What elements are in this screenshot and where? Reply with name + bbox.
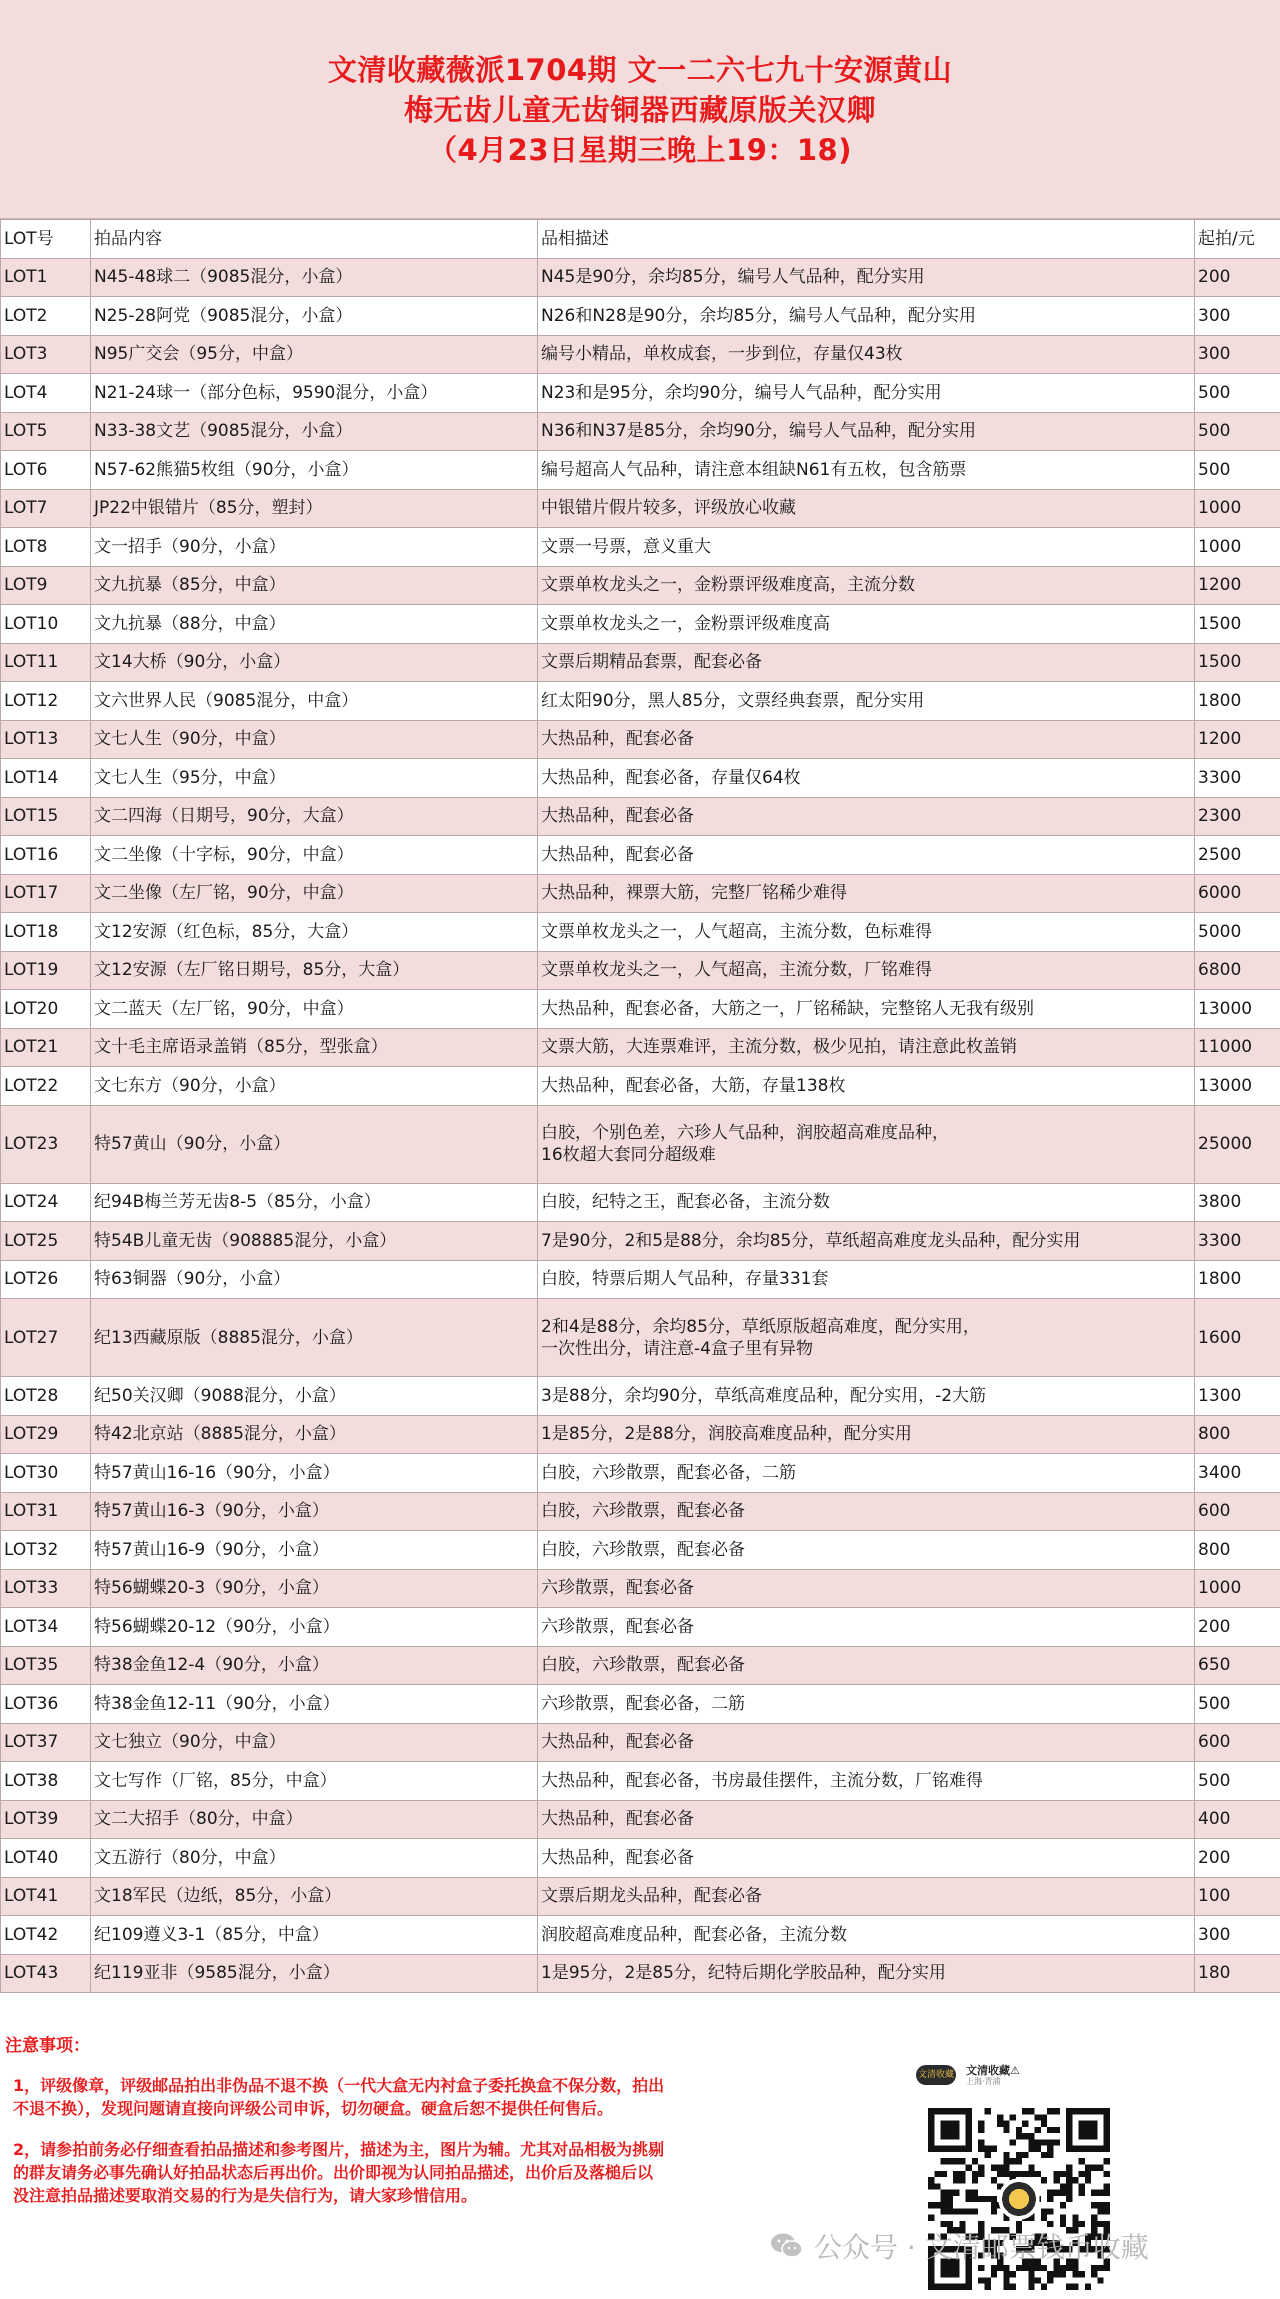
lot-content-cell: 文二蓝天（左厂铭，90分，中盒） bbox=[91, 990, 538, 1029]
lot-desc-cell: 白胶，六珍散票，配套必备，二筋 bbox=[538, 1454, 1195, 1493]
lot-desc-cell bbox=[538, 1299, 1195, 1377]
table-header-row bbox=[1, 220, 1280, 259]
table-row bbox=[1, 297, 1280, 336]
lot-number-cell: LOT14 bbox=[1, 759, 91, 798]
table-row bbox=[1, 1916, 1280, 1955]
lot-number-cell: LOT28 bbox=[1, 1377, 91, 1416]
lot-content-cell: 文二四海（日期号，90分，大盒） bbox=[91, 797, 538, 836]
lot-desc-cell: 文票单枚龙头之一，金粉票评级难度高 bbox=[538, 605, 1195, 644]
lot-desc-cell-line-1: 2和4是88分，余均85分，草纸原版超高难度，配分实用， bbox=[541, 1316, 980, 1337]
lot-price-cell: 3300 bbox=[1195, 1222, 1280, 1261]
lot-content-cell: 纪13西藏原版（8885混分，小盒） bbox=[91, 1299, 538, 1377]
lot-price-cell: 1500 bbox=[1195, 643, 1280, 682]
title-line-3: （4月23日星期三晚上19：18) bbox=[427, 133, 852, 167]
lot-number-cell: LOT20 bbox=[1, 990, 91, 1029]
lot-content-cell: 特56蝴蝶20-3（90分，小盒） bbox=[91, 1569, 538, 1608]
table-row bbox=[1, 1105, 1280, 1183]
lot-table bbox=[0, 219, 1280, 1993]
table-row bbox=[1, 1608, 1280, 1647]
lot-content-cell: N45-48球二（9085混分，小盒） bbox=[91, 258, 538, 297]
lot-price-cell: 800 bbox=[1195, 1415, 1280, 1454]
lot-price-cell: 500 bbox=[1195, 412, 1280, 451]
lot-desc-cell: 大热品种，配套必备，书房最佳摆件，主流分数，厂铭难得 bbox=[538, 1762, 1195, 1801]
lot-price-cell: 500 bbox=[1195, 1685, 1280, 1724]
lot-desc-cell: 1是85分，2是88分，润胶高难度品种，配分实用 bbox=[538, 1415, 1195, 1454]
lot-desc-cell: 中银错片假片较多，评级放心收藏 bbox=[538, 489, 1195, 528]
lot-content-cell: 文六世界人民（9085混分，中盒） bbox=[91, 682, 538, 721]
header-lot: LOT号 bbox=[1, 220, 91, 259]
lot-price-cell: 500 bbox=[1195, 1762, 1280, 1801]
lot-desc-cell: 润胶超高难度品种，配套必备，主流分数 bbox=[538, 1916, 1195, 1955]
lot-desc-cell: 文票单枚龙头之一，金粉票评级难度高，主流分数 bbox=[538, 566, 1195, 605]
table-row bbox=[1, 605, 1280, 644]
table-row bbox=[1, 1492, 1280, 1531]
lot-number-cell: LOT34 bbox=[1, 1608, 91, 1647]
lot-number-cell: LOT5 bbox=[1, 412, 91, 451]
lot-number-cell: LOT23 bbox=[1, 1105, 91, 1183]
lot-content-cell: 文12安源（红色标，85分，大盒） bbox=[91, 913, 538, 952]
lot-price-cell: 100 bbox=[1195, 1877, 1280, 1916]
lot-desc-cell: 7是90分，2和5是88分，余均85分，草纸超高难度龙头品种，配分实用 bbox=[538, 1222, 1195, 1261]
lot-content-cell: N21-24球一（部分色标，9590混分，小盒） bbox=[91, 374, 538, 413]
lot-number-cell: LOT29 bbox=[1, 1415, 91, 1454]
lot-number-cell: LOT15 bbox=[1, 797, 91, 836]
lot-price-cell: 600 bbox=[1195, 1723, 1280, 1762]
lot-price-cell: 1000 bbox=[1195, 489, 1280, 528]
table-row bbox=[1, 1723, 1280, 1762]
table-row bbox=[1, 759, 1280, 798]
lot-content-cell: 文二大招手（80分，中盒） bbox=[91, 1800, 538, 1839]
table-row bbox=[1, 951, 1280, 990]
lot-content-cell: 特38金鱼12-11（90分，小盒） bbox=[91, 1685, 538, 1724]
lot-desc-cell-line-1: 白胶，个别色差，六珍人气品种，润胶超高难度品种， bbox=[541, 1123, 949, 1143]
lot-content-cell: 文七人生（90分，中盒） bbox=[91, 720, 538, 759]
table-row bbox=[1, 797, 1280, 836]
lot-content-cell: 文七东方（90分，小盒） bbox=[91, 1067, 538, 1106]
table-row bbox=[1, 451, 1280, 490]
lot-price-cell: 1000 bbox=[1195, 1569, 1280, 1608]
lot-number-cell: LOT4 bbox=[1, 374, 91, 413]
lot-content-cell: 特42北京站（8885混分，小盒） bbox=[91, 1415, 538, 1454]
note-2 bbox=[5, 2138, 763, 2207]
lot-desc-cell: 文票后期龙头品种，配套必备 bbox=[538, 1877, 1195, 1916]
lot-desc-cell: 文票一号票，意义重大 bbox=[538, 528, 1195, 567]
lot-content-cell: 文七写作（厂铭，85分，中盒） bbox=[91, 1762, 538, 1801]
table-row bbox=[1, 874, 1280, 913]
lot-price-cell: 13000 bbox=[1195, 990, 1280, 1029]
lot-content-cell: 文一招手（90分，小盒） bbox=[91, 528, 538, 567]
lot-number-cell: LOT37 bbox=[1, 1723, 91, 1762]
table-row bbox=[1, 1299, 1280, 1377]
lot-content-cell: 文七人生（95分，中盒） bbox=[91, 759, 538, 798]
lot-number-cell: LOT10 bbox=[1, 605, 91, 644]
lot-price-cell: 1200 bbox=[1195, 720, 1280, 759]
lot-desc-cell: N45是90分，余均85分，编号人气品种，配分实用 bbox=[538, 258, 1195, 297]
lot-desc-cell: 文票单枚龙头之一，人气超高，主流分数，色标难得 bbox=[538, 913, 1195, 952]
table-row bbox=[1, 1454, 1280, 1493]
title-line-1: 文清收藏薇派1704期 文一二六七九十安源黄山 bbox=[327, 53, 953, 87]
lot-desc-cell: 大热品种，配套必备 bbox=[538, 720, 1195, 759]
wechat-watermark bbox=[770, 2226, 1149, 2266]
lot-price-cell: 3300 bbox=[1195, 759, 1280, 798]
lot-table-body bbox=[1, 258, 1280, 1993]
lot-content-cell: 特57黄山16-3（90分，小盒） bbox=[91, 1492, 538, 1531]
lot-desc-cell: 白胶，六珍散票，配套必备 bbox=[538, 1531, 1195, 1570]
lot-desc-cell bbox=[538, 1105, 1195, 1183]
lot-number-cell: LOT17 bbox=[1, 874, 91, 913]
lot-content-cell: 特57黄山（90分，小盒） bbox=[91, 1105, 538, 1183]
table-row bbox=[1, 335, 1280, 374]
table-row bbox=[1, 682, 1280, 721]
lot-number-cell: LOT21 bbox=[1, 1028, 91, 1067]
lot-desc-cell: 六珍散票，配套必备 bbox=[538, 1569, 1195, 1608]
lot-number-cell: LOT12 bbox=[1, 682, 91, 721]
lot-content-cell: 特57黄山16-9（90分，小盒） bbox=[91, 1531, 538, 1570]
lot-price-cell: 2300 bbox=[1195, 797, 1280, 836]
lot-number-cell: LOT42 bbox=[1, 1916, 91, 1955]
lot-price-cell: 200 bbox=[1195, 1608, 1280, 1647]
lot-desc-cell: 文票后期精品套票，配套必备 bbox=[538, 643, 1195, 682]
lot-price-cell: 200 bbox=[1195, 258, 1280, 297]
watermark-text: 公众号 · 文清邮票钱币收藏 bbox=[814, 2231, 1149, 2264]
lot-price-cell: 1300 bbox=[1195, 1377, 1280, 1416]
brand-sub: 上海·青浦 bbox=[966, 2077, 1001, 2086]
lot-number-cell: LOT6 bbox=[1, 451, 91, 490]
lot-content-cell: 纪50关汉卿（9088混分，小盒） bbox=[91, 1377, 538, 1416]
table-row bbox=[1, 1685, 1280, 1724]
lot-desc-cell-line-2: 一次性出分，请注意-4盒子里有异物 bbox=[541, 1338, 813, 1359]
lot-price-cell: 1800 bbox=[1195, 682, 1280, 721]
lot-number-cell: LOT25 bbox=[1, 1222, 91, 1261]
note-1-line-2: 不退不换），发现问题请直接向评级公司申诉，切勿硬盒。硬盒后恕不提供任何售后。 bbox=[13, 2099, 614, 2118]
table-row bbox=[1, 258, 1280, 297]
lot-number-cell: LOT36 bbox=[1, 1685, 91, 1724]
lot-price-cell: 200 bbox=[1195, 1839, 1280, 1878]
lot-desc-cell-line-2: 16枚超大套同分超级难 bbox=[541, 1145, 716, 1165]
lot-content-cell: N33-38文艺（9085混分，小盒） bbox=[91, 412, 538, 451]
table-row bbox=[1, 412, 1280, 451]
lot-desc-cell: 大热品种，配套必备 bbox=[538, 1800, 1195, 1839]
lot-number-cell: LOT41 bbox=[1, 1877, 91, 1916]
lot-desc-cell: 六珍散票，配套必备，二筋 bbox=[538, 1685, 1195, 1724]
table-row bbox=[1, 1762, 1280, 1801]
lot-number-cell: LOT8 bbox=[1, 528, 91, 567]
table-row bbox=[1, 836, 1280, 875]
table-row bbox=[1, 643, 1280, 682]
lot-desc-cell: 编号超高人气品种，请注意本组缺N61有五枚，包含筋票 bbox=[538, 451, 1195, 490]
lot-content-cell: 文12安源（左厂铭日期号，85分，大盒） bbox=[91, 951, 538, 990]
lot-price-cell: 2500 bbox=[1195, 836, 1280, 875]
lot-price-cell: 1200 bbox=[1195, 566, 1280, 605]
lot-number-cell: LOT7 bbox=[1, 489, 91, 528]
brand-logo: 文清收藏 bbox=[916, 2065, 956, 2085]
lot-content-cell: 纪119亚非（9585混分，小盒） bbox=[91, 1954, 538, 1993]
lot-content-cell: 特38金鱼12-4（90分，小盒） bbox=[91, 1646, 538, 1685]
lot-content-cell: 文九抗暴（85分，中盒） bbox=[91, 566, 538, 605]
table-row bbox=[1, 1415, 1280, 1454]
lot-price-cell: 25000 bbox=[1195, 1105, 1280, 1183]
table-row bbox=[1, 374, 1280, 413]
lot-content-cell: 特56蝴蝶20-12（90分，小盒） bbox=[91, 1608, 538, 1647]
lot-price-cell: 500 bbox=[1195, 374, 1280, 413]
lot-desc-cell: 大热品种，配套必备 bbox=[538, 836, 1195, 875]
lot-desc-cell: N23和是95分，余均90分，编号人气品种，配分实用 bbox=[538, 374, 1195, 413]
lot-content-cell: 文七独立（90分，中盒） bbox=[91, 1723, 538, 1762]
lot-number-cell: LOT35 bbox=[1, 1646, 91, 1685]
header-price: 起拍/元 bbox=[1195, 220, 1280, 259]
table-row bbox=[1, 566, 1280, 605]
lot-number-cell: LOT32 bbox=[1, 1531, 91, 1570]
lot-number-cell: LOT3 bbox=[1, 335, 91, 374]
lot-number-cell: LOT1 bbox=[1, 258, 91, 297]
lot-desc-cell: 大热品种，配套必备，存量仅64枚 bbox=[538, 759, 1195, 798]
lot-price-cell: 1000 bbox=[1195, 528, 1280, 567]
lot-price-cell: 13000 bbox=[1195, 1067, 1280, 1106]
lot-price-cell: 300 bbox=[1195, 297, 1280, 336]
lot-content-cell: 特57黄山16-16（90分，小盒） bbox=[91, 1454, 538, 1493]
lot-price-cell: 3800 bbox=[1195, 1183, 1280, 1222]
lot-content-cell: N25-28阿党（9085混分，小盒） bbox=[91, 297, 538, 336]
lot-number-cell: LOT24 bbox=[1, 1183, 91, 1222]
table-row bbox=[1, 1067, 1280, 1106]
lot-price-cell: 650 bbox=[1195, 1646, 1280, 1685]
lot-price-cell: 300 bbox=[1195, 335, 1280, 374]
lot-price-cell: 1600 bbox=[1195, 1299, 1280, 1377]
lot-desc-cell: 大热品种，配套必备，大筋之一，厂铭稀缺，完整铭人无我有级别 bbox=[538, 990, 1195, 1029]
table-row bbox=[1, 528, 1280, 567]
lot-price-cell: 600 bbox=[1195, 1492, 1280, 1531]
header-desc: 品相描述 bbox=[538, 220, 1195, 259]
lot-desc-cell: 大热品种，配套必备 bbox=[538, 1723, 1195, 1762]
table-row bbox=[1, 1531, 1280, 1570]
table-row bbox=[1, 1222, 1280, 1261]
header-content: 拍品内容 bbox=[91, 220, 538, 259]
lot-number-cell: LOT40 bbox=[1, 1839, 91, 1878]
lot-price-cell: 400 bbox=[1195, 1800, 1280, 1839]
table-row bbox=[1, 990, 1280, 1029]
table-row bbox=[1, 1800, 1280, 1839]
table-row bbox=[1, 1183, 1280, 1222]
lot-number-cell: LOT39 bbox=[1, 1800, 91, 1839]
wechat-icon bbox=[770, 2232, 804, 2260]
lot-content-cell: 特54B儿童无齿（908885混分，小盒） bbox=[91, 1222, 538, 1261]
lot-content-cell: 特63铜器（90分，小盒） bbox=[91, 1260, 538, 1299]
table-row bbox=[1, 1260, 1280, 1299]
lot-content-cell: 文二坐像（十字标，90分，中盒） bbox=[91, 836, 538, 875]
table-row bbox=[1, 1377, 1280, 1416]
table-row bbox=[1, 1839, 1280, 1878]
lot-price-cell: 6000 bbox=[1195, 874, 1280, 913]
lot-desc-cell: 六珍散票，配套必备 bbox=[538, 1608, 1195, 1647]
table-row bbox=[1, 489, 1280, 528]
lot-desc-cell: 白胶，纪特之王，配套必备，主流分数 bbox=[538, 1183, 1195, 1222]
lot-number-cell: LOT31 bbox=[1, 1492, 91, 1531]
lot-number-cell: LOT27 bbox=[1, 1299, 91, 1377]
lot-content-cell: 文18军民（边纸，85分，小盒） bbox=[91, 1877, 538, 1916]
lot-price-cell: 1800 bbox=[1195, 1260, 1280, 1299]
lot-number-cell: LOT26 bbox=[1, 1260, 91, 1299]
lot-number-cell: LOT43 bbox=[1, 1954, 91, 1993]
lot-number-cell: LOT11 bbox=[1, 643, 91, 682]
lot-number-cell: LOT18 bbox=[1, 913, 91, 952]
lot-content-cell: 文二坐像（左厂铭，90分，中盒） bbox=[91, 874, 538, 913]
lot-desc-cell: 1是95分，2是85分，纪特后期化学胶品种，配分实用 bbox=[538, 1954, 1195, 1993]
lot-content-cell: 文九抗暴（88分，中盒） bbox=[91, 605, 538, 644]
lot-content-cell: N57-62熊猫5枚组（90分，小盒） bbox=[91, 451, 538, 490]
lot-number-cell: LOT13 bbox=[1, 720, 91, 759]
lot-desc-cell: 大热品种，配套必备 bbox=[538, 1839, 1195, 1878]
table-row bbox=[1, 913, 1280, 952]
lot-desc-cell: 3是88分，余均90分，草纸高难度品种，配分实用，-2大筋 bbox=[538, 1377, 1195, 1416]
lot-desc-cell: 大热品种，配套必备 bbox=[538, 797, 1195, 836]
lot-content-cell: 文五游行（80分，中盒） bbox=[91, 1839, 538, 1878]
lot-price-cell: 180 bbox=[1195, 1954, 1280, 1993]
lot-content-cell: 纪109遵义3-1（85分，中盒） bbox=[91, 1916, 538, 1955]
note-2-line-3: 没注意拍品描述要取消交易的行为是失信行为，请大家珍惜信用。 bbox=[13, 2186, 478, 2205]
lot-price-cell: 5000 bbox=[1195, 913, 1280, 952]
lot-number-cell: LOT19 bbox=[1, 951, 91, 990]
brand-name: 文清收藏⚠ bbox=[966, 2064, 1020, 2077]
lot-price-cell: 3400 bbox=[1195, 1454, 1280, 1493]
lot-price-cell: 500 bbox=[1195, 451, 1280, 490]
lot-price-cell: 800 bbox=[1195, 1531, 1280, 1570]
note-1 bbox=[5, 2074, 763, 2120]
note-1-line-1: 1，评级像章，评级邮品拍出非伪品不退不换（一代大盒无内衬盒子委托换盒不保分数，拍出 bbox=[13, 2076, 665, 2095]
lot-content-cell: JP22中银错片（85分，塑封） bbox=[91, 489, 538, 528]
lot-number-cell: LOT33 bbox=[1, 1569, 91, 1608]
lot-desc-cell: 文票大筋，大连票难评，主流分数，极少见拍，请注意此枚盖销 bbox=[538, 1028, 1195, 1067]
title-line-2: 梅无齿儿童无齿铜器西藏原版关汉卿 bbox=[403, 93, 876, 127]
lot-price-cell: 1500 bbox=[1195, 605, 1280, 644]
lot-desc-cell: N26和N28是90分，余均85分，编号人气品种，配分实用 bbox=[538, 297, 1195, 336]
lot-content-cell: N95广交会（95分，中盒） bbox=[91, 335, 538, 374]
lot-desc-cell: 白胶，特票后期人气品种，存量331套 bbox=[538, 1260, 1195, 1299]
lot-price-cell: 11000 bbox=[1195, 1028, 1280, 1067]
table-row bbox=[1, 1877, 1280, 1916]
lot-price-cell: 6800 bbox=[1195, 951, 1280, 990]
lot-desc-cell: 文票单枚龙头之一，人气超高，主流分数，厂铭难得 bbox=[538, 951, 1195, 990]
lot-number-cell: LOT9 bbox=[1, 566, 91, 605]
lot-number-cell: LOT38 bbox=[1, 1762, 91, 1801]
lot-content-cell: 文十毛主席语录盖销（85分，型张盒） bbox=[91, 1028, 538, 1067]
lot-desc-cell: 白胶，六珍散票，配套必备 bbox=[538, 1492, 1195, 1531]
lot-desc-cell: 编号小精品，单枚成套，一步到位，存量仅43枚 bbox=[538, 335, 1195, 374]
table-row bbox=[1, 1646, 1280, 1685]
lot-desc-cell: 白胶，六珍散票，配套必备 bbox=[538, 1646, 1195, 1685]
table-row bbox=[1, 1954, 1280, 1993]
lot-desc-cell: 大热品种，配套必备，大筋，存量138枚 bbox=[538, 1067, 1195, 1106]
lot-number-cell: LOT16 bbox=[1, 836, 91, 875]
table-row bbox=[1, 1569, 1280, 1608]
lot-desc-cell: 红太阳90分，黑人85分，文票经典套票，配分实用 bbox=[538, 682, 1195, 721]
lot-content-cell: 文14大桥（90分，小盒） bbox=[91, 643, 538, 682]
page-header bbox=[0, 0, 1280, 219]
note-2-line-2: 的群友请务必事先确认好拍品状态后再出价。出价即视为认同拍品描述，出价后及落槌后以 bbox=[13, 2163, 654, 2182]
lot-number-cell: LOT30 bbox=[1, 1454, 91, 1493]
lot-content-cell: 纪94B梅兰芳无齿8-5（85分，小盒） bbox=[91, 1183, 538, 1222]
lot-number-cell: LOT22 bbox=[1, 1067, 91, 1106]
notes-title: 注意事项： bbox=[5, 2036, 90, 2056]
lot-desc-cell: 大热品种，裸票大筋，完整厂铭稀少难得 bbox=[538, 874, 1195, 913]
table-row bbox=[1, 1028, 1280, 1067]
note-2-line-1: 2，请参拍前务必仔细查看拍品描述和参考图片，描述为主，图片为辅。尤其对品相极为挑剔 bbox=[13, 2140, 665, 2159]
lot-number-cell: LOT2 bbox=[1, 297, 91, 336]
lot-desc-cell: N36和N37是85分，余均90分，编号人气品种，配分实用 bbox=[538, 412, 1195, 451]
table-row bbox=[1, 720, 1280, 759]
lot-price-cell: 300 bbox=[1195, 1916, 1280, 1955]
